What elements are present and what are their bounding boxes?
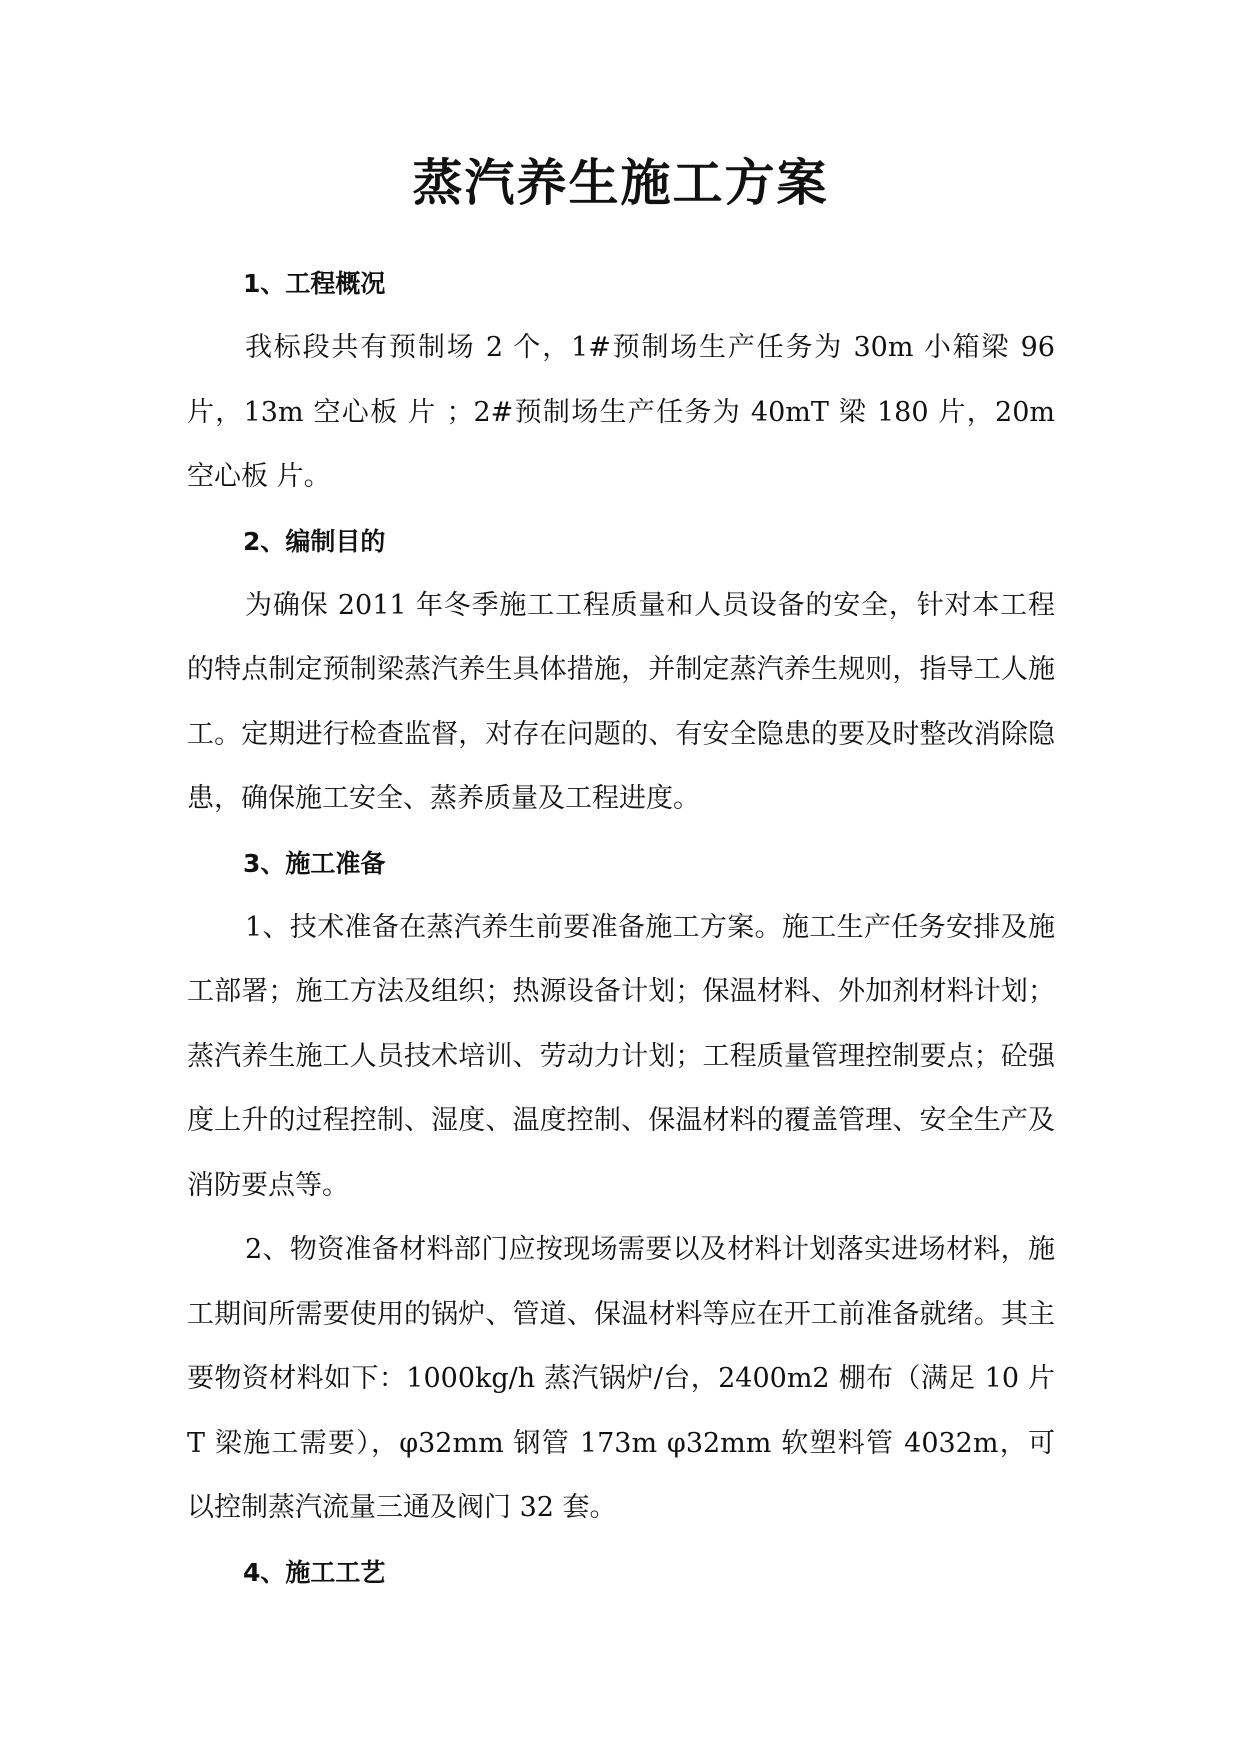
section-paragraph: 为确保 2011 年冬季施工工程质量和人员设备的安全，针对本工程的特点制定预制梁蒸汽养生具体措施，并制定蒸汽养生规则，指导工人施工。定期进行检查监督，对存在问题的、有安全隐患的要及时整改消除隐患，确保施工安全、蒸养质量及工程进度。 [187,589,1055,814]
section-purpose [187,510,1055,832]
section-paragraph: 我标段共有预制场 2 个，1#预制场生产任务为 30m 小箱梁 96 片，13m 空心板 片 ；2#预制场生产任务为 40mT 梁 180 片，20m 空心板 片。 [187,332,1055,492]
section-process [187,1541,1055,1605]
section-overview [187,252,1055,510]
section-preparation [187,832,1055,1541]
section-heading: 3、施工准备 [243,848,386,878]
section-paragraph: 2、物资准备材料部门应按现场需要以及材料计划落实进场材料，施工期间所需要使用的锅炉、管道、保温材料等应在开工前准备就绪。其主要物资材料如下：1000kg/h 蒸汽锅炉/台，2400m2 棚布（满足 10 片 T 梁施工需要），φ32mm 钢管 173m φ32mm 软塑料管 4032m，可以控制蒸汽流量三通及阀门 32 套。 [187,1234,1055,1523]
section-heading: 1、工程概况 [243,269,386,298]
section-paragraph: 1、技术准备在蒸汽养生前要准备施工方案。施工生产任务安排及施工部署；施工方法及组织；热源设备计划；保温材料、外加剂材料计划；蒸汽养生施工人员技术培训、劳动力计划；工程质量管理控制要点；砼强度上升的过程控制、湿度、温度控制、保温材料的覆盖管理、安全生产及消防要点等。 [187,911,1055,1201]
section-heading: 4、施工工艺 [243,1557,386,1587]
section-heading: 2、编制目的 [243,526,386,556]
document-body [187,252,1055,1605]
document-title: 蒸汽养生施工方案 [412,153,829,212]
